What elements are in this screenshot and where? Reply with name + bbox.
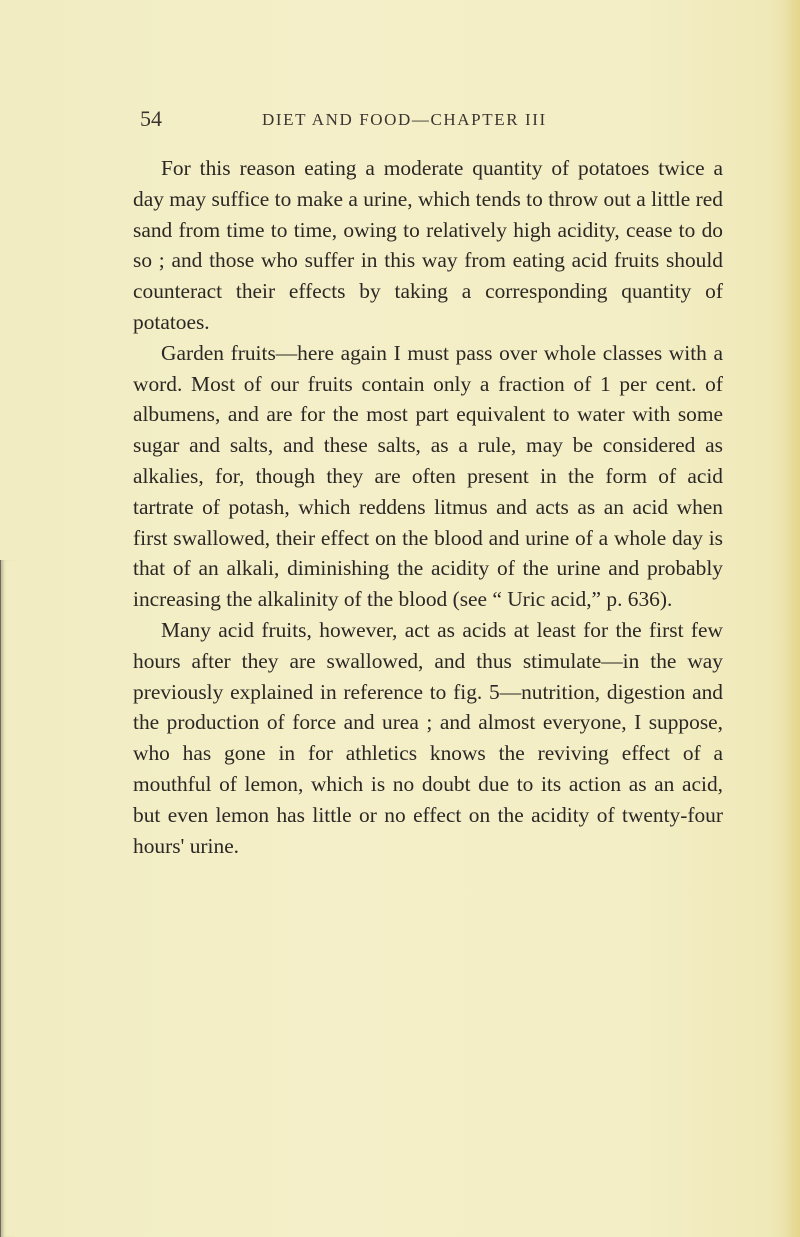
paragraph-potatoes: For this reason eating a moderate quantity of potatoes twice a day may suffice to make a urine, which tends to throw out a little red sand from time to time, owing to relatively high acidity, cease to do so ; and those who suffer in this way from eating acid fruits should counteract their effects by taking a corresponding quantity of potatoes. — [133, 156, 723, 334]
page-right-edge-stain — [782, 0, 800, 1237]
page-header — [140, 106, 720, 136]
page-binding-edge — [0, 560, 15, 1237]
paragraph-garden-fruits: Garden fruits—here again I must pass over whole classes with a word. Most of our fruits contain only a fraction of 1 per cent. of albumens, and are for the most part equivalent to water with some sugar and salts, and these salts, as a rule, may be considered as alkalies, for, though they are often present in the form of acid tartrate of potash, which reddens litmus and acts as an acid when first swallowed, their effect on the blood and urine of a whole day is that of an alkali, diminishing the acidity of the urine and probably increasing the alkalinity of the blood (see “ Uric acid,” p. 636). — [133, 340, 723, 612]
paragraph-acid-fruits: Many acid fruits, however, act as acids at least for the first few hours after they are swallowed, and thus stimulate—in the way previously explained in reference to fig. 5—nutrition, digestion and the production of force and urea ; and almost everyone, I suppose, who has gone in for athletics knows the reviving effect of a mouthful of lemon, which is no doubt due to its action as an acid, but even lemon has little or no effect on the acidity of twenty-four hours' urine. — [133, 617, 723, 858]
body-text — [133, 153, 723, 861]
page-number: 54 — [140, 106, 162, 131]
running-head: DIET AND FOOD—CHAPTER III — [262, 110, 547, 129]
